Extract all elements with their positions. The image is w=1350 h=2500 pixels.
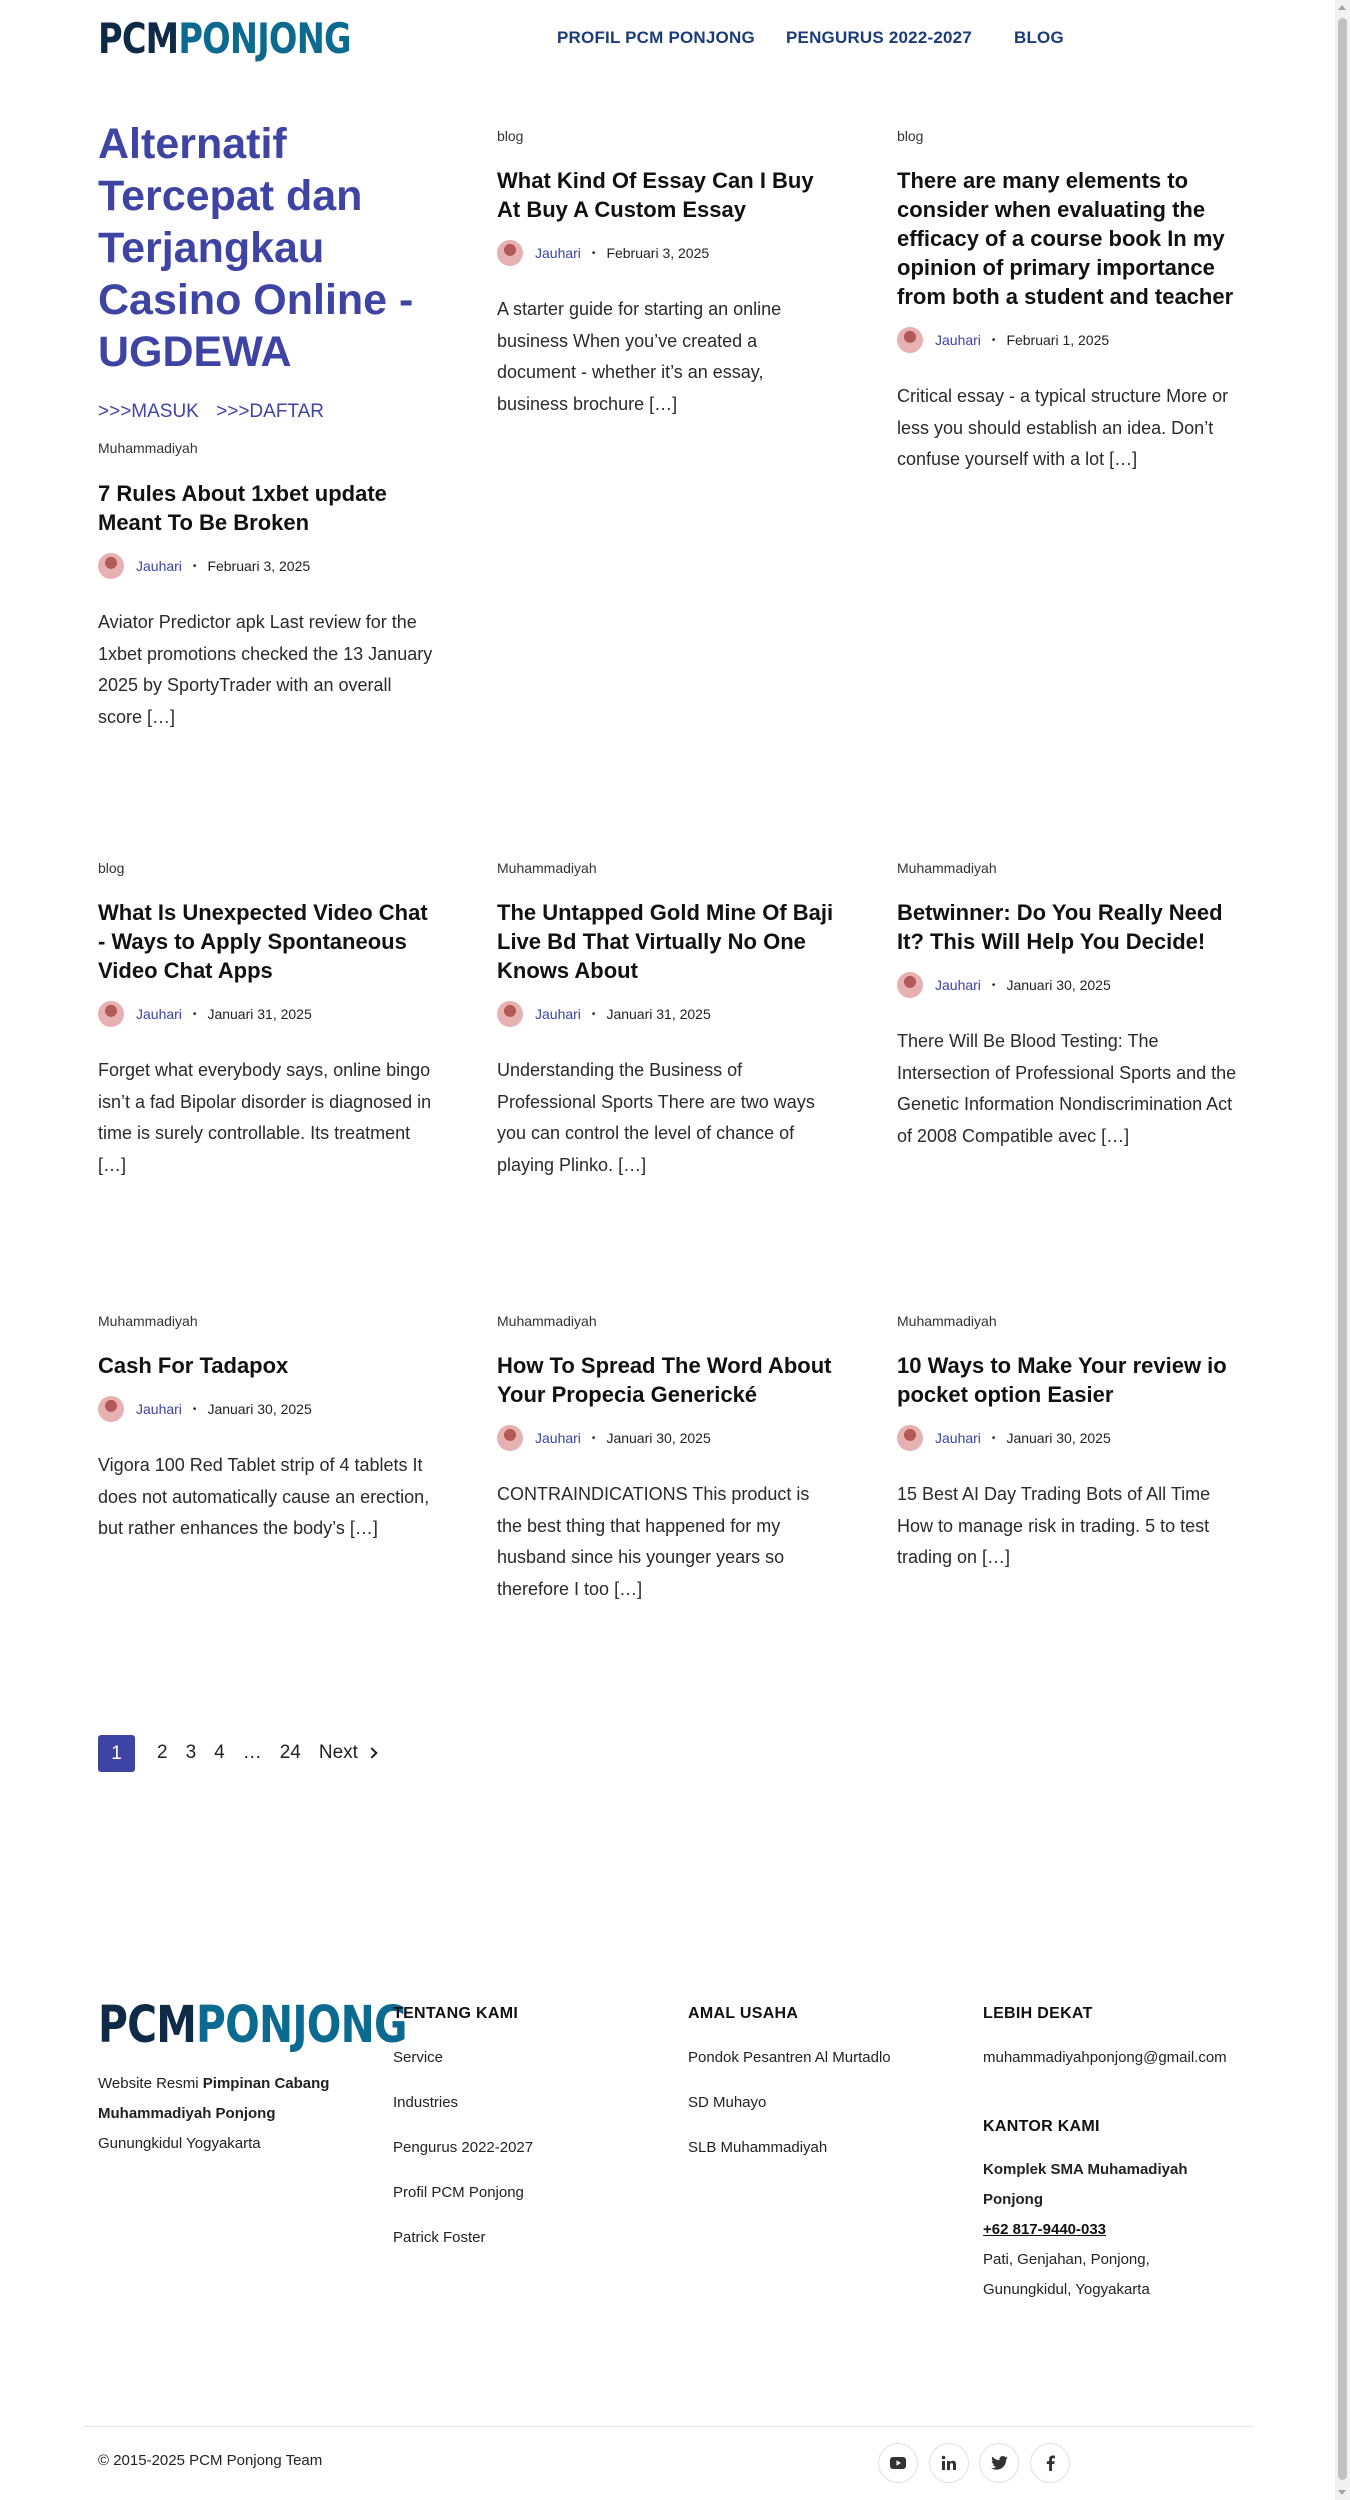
logo-text-pcm: PCM bbox=[98, 1996, 197, 2055]
post-excerpt: Vigora 100 Red Tablet strip of 4 tablets It does not automatically cause an erection, but rather enhances the body’s […] bbox=[98, 1455, 430, 1538]
logo-text-pcm: PCM bbox=[98, 14, 179, 63]
post-author[interactable]: Jauhari bbox=[535, 1430, 581, 1446]
meta-separator: • bbox=[591, 247, 596, 259]
post-excerpt: Critical essay - a typical structure More or less you should establish an idea. Don’t confuse yourself with a lot […] bbox=[897, 386, 1229, 469]
avatar bbox=[98, 553, 124, 579]
post-date: Januari 31, 2025 bbox=[207, 1006, 312, 1022]
post-card bbox=[497, 128, 837, 420]
post-title[interactable]: 10 Ways to Make Your review io pocket option Easier bbox=[897, 1353, 1227, 1407]
post-date: Februari 3, 2025 bbox=[207, 558, 311, 574]
post-meta bbox=[897, 1425, 1237, 1451]
footer-link-sd[interactable]: SD Muhayo bbox=[688, 2094, 767, 2111]
office-address: Pati, Genjahan, Ponjong, Gunungkidul, Yogyakarta bbox=[983, 2251, 1150, 2298]
post-author[interactable]: Jauhari bbox=[136, 558, 182, 574]
footer-heading-amal: AMAL USAHA bbox=[688, 2005, 799, 2022]
page-4[interactable]: 4 bbox=[214, 1742, 225, 1763]
post-date: Februari 3, 2025 bbox=[606, 245, 710, 261]
post-category[interactable]: Muhammadiyah bbox=[897, 860, 997, 876]
youtube-icon[interactable] bbox=[878, 2443, 918, 2483]
post-card bbox=[98, 440, 438, 733]
post-card bbox=[497, 860, 837, 1181]
chevron-right-icon bbox=[366, 1747, 377, 1758]
post-excerpt: Forget what everybody says, online bingo isn’t a fad Bipolar disorder is diagnosed in time is surely controllable. Its treatment […] bbox=[98, 1060, 432, 1175]
link-daftar[interactable]: >>>DAFTAR bbox=[216, 401, 325, 422]
main-nav bbox=[0, 28, 1335, 52]
link-masuk[interactable]: >>>MASUK bbox=[98, 401, 199, 422]
footer-about bbox=[98, 2069, 358, 2159]
post-category[interactable]: Muhammadiyah bbox=[497, 1313, 597, 1329]
meta-separator: • bbox=[192, 1403, 197, 1415]
post-author[interactable]: Jauhari bbox=[136, 1401, 182, 1417]
site-header bbox=[0, 0, 1335, 80]
post-category[interactable]: Muhammadiyah bbox=[897, 1313, 997, 1329]
post-author[interactable]: Jauhari bbox=[935, 332, 981, 348]
scroll-down-icon[interactable] bbox=[1338, 2490, 1346, 2495]
facebook-icon[interactable] bbox=[1030, 2443, 1070, 2483]
footer-link-patrick[interactable]: Patrick Foster bbox=[393, 2229, 486, 2246]
footer-link-profil[interactable]: Profil PCM Ponjong bbox=[393, 2184, 524, 2201]
page-1-current: 1 bbox=[98, 1735, 135, 1772]
post-meta bbox=[897, 972, 1237, 998]
post-excerpt: A starter guide for starting an online business When you’ve created a document - whether it’s an essay, business brochure […] bbox=[497, 299, 782, 414]
post-card bbox=[897, 860, 1237, 1152]
next-label: Next bbox=[318, 1742, 358, 1763]
post-excerpt: Understanding the Business of Professional Sports There are two ways you can control the level of chance of playing Plinko. […] bbox=[497, 1060, 815, 1175]
post-meta bbox=[497, 1001, 837, 1027]
nav-blog[interactable]: BLOG bbox=[1014, 28, 1064, 47]
office-name: Komplek SMA Muhamadiyah Ponjong bbox=[983, 2161, 1188, 2208]
post-category[interactable]: Muhammadiyah bbox=[98, 1313, 198, 1329]
logo-text-ponjong: PONJONG bbox=[178, 14, 351, 63]
footer-logo[interactable] bbox=[98, 1996, 407, 2055]
page-3[interactable]: 3 bbox=[185, 1742, 197, 1763]
footer-office bbox=[983, 2155, 1233, 2305]
post-title[interactable]: What Kind Of Essay Can I Buy At Buy A Custom Essay bbox=[497, 168, 814, 222]
about-location: Gunungkidul Yogyakarta bbox=[98, 2135, 261, 2152]
post-excerpt: Aviator Predictor apk Last review for the 1xbet promotions checked the 13 January 2025 by SportyTrader with an overall score […] bbox=[98, 612, 433, 727]
post-author[interactable]: Jauhari bbox=[935, 977, 981, 993]
pagination bbox=[98, 1734, 376, 1772]
post-category[interactable]: blog bbox=[497, 128, 524, 144]
post-author[interactable]: Jauhari bbox=[535, 1006, 581, 1022]
avatar bbox=[497, 1001, 523, 1027]
footer-link-service[interactable]: Service bbox=[393, 2049, 444, 2066]
post-title[interactable]: 7 Rules About 1xbet update Meant To Be Broken bbox=[98, 481, 387, 535]
meta-separator: • bbox=[991, 979, 996, 991]
page-2[interactable]: 2 bbox=[157, 1742, 168, 1763]
footer-heading-kantor: KANTOR KAMI bbox=[983, 2118, 1100, 2135]
post-date: Januari 31, 2025 bbox=[606, 1006, 711, 1022]
nav-profil[interactable]: PROFIL PCM PONJONG bbox=[557, 28, 755, 47]
post-title[interactable]: There are many elements to consider when evaluating the efficacy of a course book In my opinion of primary importance from both a student and teacher bbox=[897, 168, 1234, 309]
post-meta bbox=[98, 553, 438, 579]
post-excerpt: 15 Best AI Day Trading Bots of All Time How to manage risk in trading. 5 to test trading on […] bbox=[897, 1484, 1211, 1567]
about-org: Pimpinan Cabang Muhammadiyah Ponjong bbox=[98, 2075, 330, 2122]
meta-separator: • bbox=[591, 1008, 596, 1020]
post-date: Januari 30, 2025 bbox=[606, 1430, 711, 1446]
footer-divider bbox=[84, 2426, 1254, 2427]
meta-separator: • bbox=[991, 334, 996, 346]
footer-email[interactable]: muhammadiyahponjong@gmail.com bbox=[983, 2049, 1227, 2066]
post-card bbox=[98, 860, 438, 1181]
meta-separator: • bbox=[192, 560, 197, 572]
avatar bbox=[98, 1396, 124, 1422]
footer-link-slb[interactable]: SLB Muhammadiyah bbox=[688, 2139, 828, 2156]
meta-separator: • bbox=[991, 1432, 996, 1444]
post-date: Januari 30, 2025 bbox=[1006, 977, 1111, 993]
post-card bbox=[98, 1313, 438, 1545]
post-meta bbox=[897, 327, 1237, 353]
footer-heading-lebih: LEBIH DEKAT bbox=[983, 2005, 1093, 2022]
post-card bbox=[897, 1313, 1237, 1574]
post-author[interactable]: Jauhari bbox=[935, 1430, 981, 1446]
avatar bbox=[897, 972, 923, 998]
post-category[interactable]: blog bbox=[98, 860, 125, 876]
avatar bbox=[497, 1425, 523, 1451]
post-author[interactable]: Jauhari bbox=[535, 245, 581, 261]
page-ellipsis: … bbox=[242, 1742, 262, 1763]
nav-pengurus[interactable]: PENGURUS 2022-2027 bbox=[786, 28, 972, 47]
post-author[interactable]: Jauhari bbox=[136, 1006, 182, 1022]
office-phone[interactable]: +62 817-9440-033 bbox=[983, 2221, 1107, 2238]
post-category[interactable]: Muhammadiyah bbox=[497, 860, 597, 876]
post-meta bbox=[98, 1396, 438, 1422]
copyright: © 2015-2025 PCM Ponjong Team bbox=[98, 2452, 323, 2469]
post-title[interactable]: Cash For Tadapox bbox=[98, 1353, 289, 1378]
linkedin-icon[interactable] bbox=[929, 2443, 969, 2483]
post-title[interactable]: How To Spread The Word About Your Propecia Generické bbox=[497, 1353, 832, 1407]
footer-link-pondok[interactable]: Pondok Pesantren Al Murtadlo bbox=[688, 2049, 891, 2066]
avatar bbox=[897, 1425, 923, 1451]
next-page-button[interactable] bbox=[319, 1742, 376, 1764]
footer-link-industries[interactable]: Industries bbox=[393, 2094, 459, 2111]
post-date: Januari 30, 2025 bbox=[1006, 1430, 1111, 1446]
about-prefix: Website Resmi bbox=[98, 2075, 203, 2092]
post-excerpt: CONTRAINDICATIONS This product is the best thing that happened for my husband since his younger years so therefore I too […] bbox=[497, 1484, 810, 1599]
promo-title[interactable]: Alternatif Tercepat dan Terjangkau Casino Online - UGDEWA bbox=[98, 120, 414, 376]
post-category[interactable]: Muhammadiyah bbox=[98, 440, 198, 456]
logo-text-ponjong: PONJONG bbox=[196, 1996, 407, 2055]
post-date: Januari 30, 2025 bbox=[207, 1401, 312, 1417]
page-24[interactable]: 24 bbox=[279, 1742, 301, 1763]
post-card bbox=[497, 1313, 837, 1605]
post-meta bbox=[98, 1001, 438, 1027]
post-meta bbox=[497, 1425, 837, 1451]
footer-heading-tentang: TENTANG KAMI bbox=[393, 2005, 519, 2022]
scrollbar-thumb[interactable] bbox=[1338, 18, 1347, 2480]
avatar bbox=[497, 240, 523, 266]
post-excerpt: There Will Be Blood Testing: The Intersection of Professional Sports and the Genetic Information Nondiscrimination Act of 2008 Compatible avec […] bbox=[897, 1031, 1237, 1146]
meta-separator: • bbox=[192, 1008, 197, 1020]
meta-separator: • bbox=[591, 1432, 596, 1444]
avatar bbox=[897, 327, 923, 353]
post-category[interactable]: blog bbox=[897, 128, 924, 144]
twitter-icon[interactable] bbox=[979, 2443, 1019, 2483]
post-title[interactable]: What Is Unexpected Video Chat - Ways to Apply Spontaneous Video Chat Apps bbox=[98, 900, 428, 983]
post-meta bbox=[497, 240, 837, 266]
post-title[interactable]: Betwinner: Do You Really Need It? This Will Help You Decide! bbox=[897, 900, 1223, 954]
post-card bbox=[897, 128, 1237, 476]
scroll-up-icon[interactable] bbox=[1338, 5, 1346, 10]
post-title[interactable]: The Untapped Gold Mine Of Baji Live Bd That Virtually No One Knows About bbox=[497, 900, 834, 983]
page-scrollbar[interactable] bbox=[1335, 0, 1350, 2500]
footer-link-pengurus[interactable]: Pengurus 2022-2027 bbox=[393, 2139, 534, 2156]
promo-links bbox=[98, 401, 336, 423]
post-date: Februari 1, 2025 bbox=[1006, 332, 1110, 348]
avatar bbox=[98, 1001, 124, 1027]
